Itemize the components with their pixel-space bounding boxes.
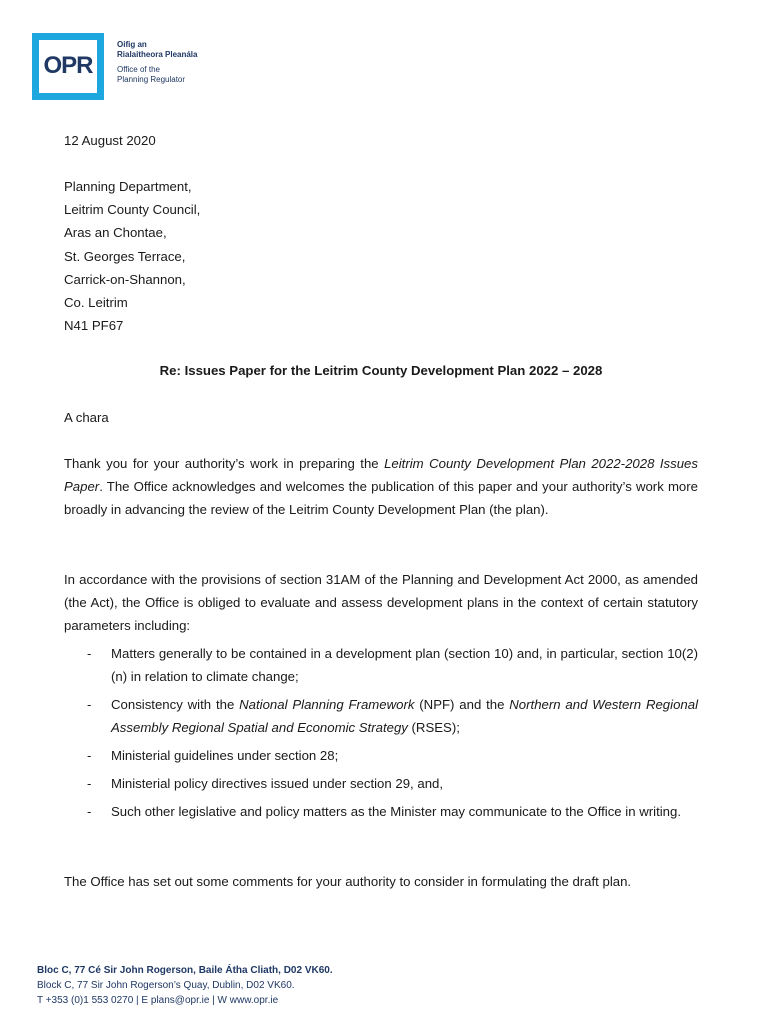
salutation: A chara [64,410,109,425]
logo-wordmark [117,40,197,84]
logo-irish-line1: Oifig an [117,40,147,49]
paragraph-intro [64,452,698,522]
logo-english-line2: Planning Regulator [117,74,186,84]
address-line: Co. Leitrim [64,295,128,311]
footer-address-irish: Bloc C, 77 Cé Sir John Rogerson, Baile Átha Cliath, D02 VK60. [37,965,333,976]
list-item [87,642,698,688]
logo-irish-line2: Rialaitheora Pleanála [117,49,198,59]
rses-title: Northern and Western Regional Assembly Regional Spatial and Economic Strategy [111,697,699,736]
npf-title: National Planning Framework [239,697,415,712]
footer-contact: T +353 (0)1 553 0270 | E plans@opr.ie | W www.opr.ie [37,995,279,1006]
address-line: St. Georges Terrace, [64,248,186,264]
bullet-text: Such other legislative and policy matters as the Minister may communicate to the Office in writing. [111,804,681,819]
bullet-text-part: Consistency with the [111,697,240,712]
address-line: N41 PF67 [64,318,124,334]
para1-doc-title: Leitrim County Development Plan 2022-2028 Issues Paper [64,456,698,495]
bullet-text: Matters generally to be contained in a development plan (section 10) and, in particular, section 10(2)(n) in relation to climate change; [111,646,698,685]
bullet-marker: - [87,646,92,661]
list-item [87,744,698,767]
page-footer [37,963,333,1008]
para1-text: Thank you for your authority’s work in preparing the [64,456,385,471]
list-item [87,693,698,739]
bullet-text-part: (NPF) and the [414,697,510,712]
logo-acronym: OPR [43,52,93,79]
address-line: Aras an Chontae, [64,225,167,241]
recipient-address [64,175,200,337]
logo-english-line1: Office of the [117,65,160,74]
footer-address-english: Block C, 77 Sir John Rogerson’s Quay, Dublin, D02 VK60. [37,980,295,991]
list-item [87,800,698,823]
paragraph-closing: The Office has set out some comments for your authority to consider in formulating the draft plan. [64,874,632,889]
bullet-text-part: (RSES); [407,720,460,736]
address-line: Planning Department, [64,179,192,194]
para1-text-cont: . The Office acknowledges and welcomes the publication of this paper and your authority’s work more broadly in advancing the review of the Leitrim County Development Plan (the plan). [64,479,698,518]
bullet-marker: - [87,697,92,712]
bullet-text: Ministerial policy directives issued under section 29, and, [111,776,444,791]
bullet-text [111,693,698,739]
bullet-marker: - [87,804,92,819]
opr-logo [32,33,104,100]
letter-subject: Re: Issues Paper for the Leitrim County Development Plan 2022 – 2028 [159,363,603,378]
address-line: Carrick-on-Shannon, [64,271,186,287]
address-line: Leitrim County Council, [64,202,201,218]
letter-date: 12 August 2020 [64,133,156,148]
paragraph-provisions: In accordance with the provisions of section 31AM of the Planning and Development Act 2000, as amended (the Act), the Office is obliged to evaluate and assess development plans in the context of certain statutory parameters including: [64,572,698,634]
list-item [87,772,698,795]
bullet-marker: - [87,748,92,763]
bullet-marker: - [87,776,92,791]
bullet-text: Ministerial guidelines under section 28; [111,748,339,763]
